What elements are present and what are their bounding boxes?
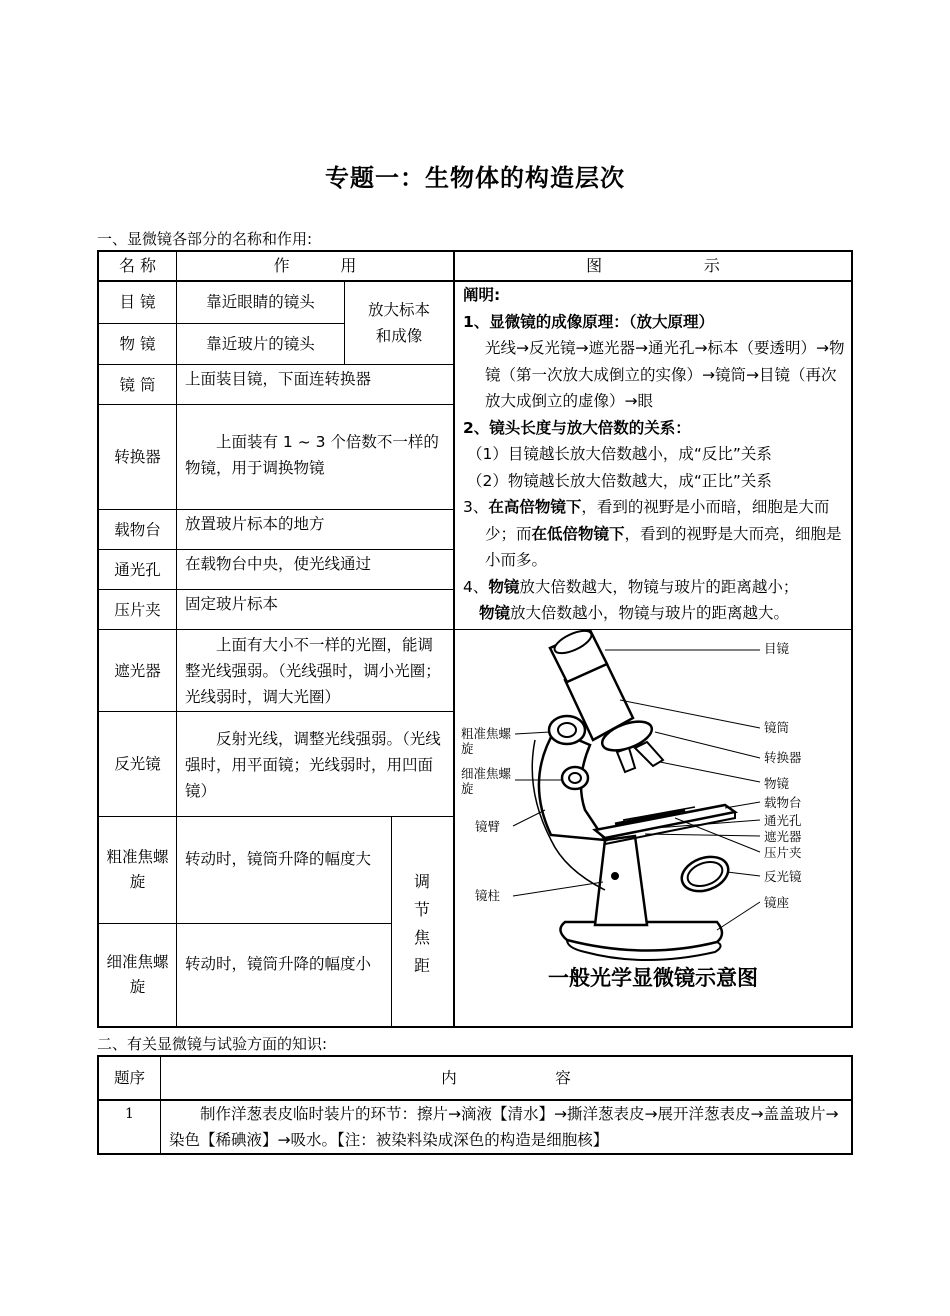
diagram-label-clip: 压片夹 xyxy=(764,845,802,860)
explanation-point-1-title: 1、显微镜的成像原理：（放大原理） xyxy=(463,312,715,331)
part-name: 载物台 xyxy=(114,520,161,539)
part-name: 粗准焦螺 旋 xyxy=(106,848,169,891)
part-function: 固定玻片标本 xyxy=(185,595,279,613)
part-name: 细准焦螺 旋 xyxy=(106,953,169,996)
header-name: 名 称 xyxy=(118,256,157,275)
part-function: 上面装有 1 ~ 3 个倍数不一样的物镜，用于调换物镜 xyxy=(185,433,439,477)
diagram-label-nosepiece: 转换器 xyxy=(764,750,802,765)
row-index: 1 xyxy=(125,1106,134,1122)
part-name: 镜 筒 xyxy=(119,375,156,394)
diagram-label-eyepiece: 目镜 xyxy=(764,641,790,656)
header-content: 内 容 xyxy=(441,1069,571,1087)
part-function: 转动时，镜筒升降的幅度小 xyxy=(185,955,372,973)
explanation-point-4 xyxy=(463,574,847,601)
part-name: 通光孔 xyxy=(114,560,161,579)
part-function: 上面有大小不一样的光圈，能调整光线强弱。（光线强时，调小光圈；光线弱时，调大光圈） xyxy=(185,636,441,706)
diagram-caption: 一般光学显微镜示意图 xyxy=(548,966,758,990)
diagram-label-stage: 载物台 xyxy=(764,795,802,810)
diagram-label-diaphragm: 遮光器 xyxy=(764,829,802,844)
diagram-label-mirror: 反光镜 xyxy=(764,869,802,884)
point-4-bold-a: 物镜 xyxy=(488,577,520,596)
part-name: 物 镜 xyxy=(119,335,156,353)
diagram-label-arm: 镜臂 xyxy=(475,819,501,834)
explanation-point-1-body: 光线→反光镜→遮光器→通光孔→标本（要透明）→物镜（第一次放大成倒立的实像）→镜筒→目镜（再次放大成倒立的虚像）→眼 xyxy=(485,339,845,410)
row-content: 制作洋葱表皮临时装片的环节：擦片→滴液【清水】→撕洋葱表皮→展开洋葱表皮→盖盖玻片→染色【稀碘液】→吸水。【注：被染料染成深色的构造是细胞核】 xyxy=(169,1105,839,1149)
explanation-point-3 xyxy=(463,494,847,574)
point-4-bold-b: 物镜 xyxy=(479,604,511,622)
microscope-parts-table xyxy=(97,250,853,1028)
part-name: 遮光器 xyxy=(114,661,161,680)
section-heading-2: 二、有关显微镜与试验方面的知识: xyxy=(97,1035,328,1053)
part-function: 在载物台中央，使光线通过 xyxy=(185,555,372,573)
part-function: 靠近玻片的镜头 xyxy=(206,335,315,353)
section-heading-1: 一、显微镜各部分的名称和作用: xyxy=(97,230,313,248)
diagram-label-coarse-knob: 粗准焦螺旋 xyxy=(461,726,512,756)
part-function: 上面装目镜，下面连转换器 xyxy=(185,370,372,388)
diagram-label-objective: 物镜 xyxy=(764,776,790,791)
explanation-block xyxy=(463,282,847,627)
header-diagram: 图 示 xyxy=(586,256,720,275)
experiment-knowledge-table xyxy=(97,1055,853,1155)
explanation-point-4b xyxy=(463,600,847,627)
part-name: 转换器 xyxy=(114,448,161,466)
explanation-point-2-title: 2、镜头长度与放大倍数的关系： xyxy=(463,418,691,437)
page-title: 专题一：生物体的构造层次 xyxy=(325,164,625,192)
point-4-number: 4、 xyxy=(463,577,489,596)
point-3-number: 3、 xyxy=(463,498,489,516)
diagram-label-tube: 镜筒 xyxy=(764,720,790,735)
point-3-text-b: ，看到的视野是大而亮，细胞是小而多。 xyxy=(485,524,842,569)
shared-function: 放大标本和成像 xyxy=(367,300,430,345)
explanation-heading: 阐明: xyxy=(463,286,501,304)
diagram-label-base: 镜座 xyxy=(764,895,790,910)
part-name: 反光镜 xyxy=(114,755,161,773)
header-function: 作 用 xyxy=(273,256,357,275)
explanation-point-2a: （1）目镜越长放大倍数越小，成“反比”关系 xyxy=(467,445,772,463)
point-4-text-a: 放大倍数越大，物镜与玻片的距离越小； xyxy=(519,577,799,596)
part-function: 靠近眼睛的镜头 xyxy=(206,293,315,311)
diagram-label-fine-knob: 细准焦螺旋 xyxy=(461,766,512,796)
point-3-bold-b: 在低倍物镜下 xyxy=(531,524,625,543)
focus-shared-label: 调节焦距 xyxy=(413,872,430,975)
header-index: 题序 xyxy=(113,1069,145,1087)
part-function: 放置玻片标本的地方 xyxy=(185,515,325,533)
part-function: 转动时，镜筒升降的幅度大 xyxy=(185,850,372,868)
point-3-bold-a: 在高倍物镜下 xyxy=(488,498,582,516)
explanation-point-2b: （2）物镜越长放大倍数越大，成“正比”关系 xyxy=(467,471,772,490)
point-4-text-b: 放大倍数越小，物镜与玻片的距离越大。 xyxy=(510,604,790,622)
part-name: 目 镜 xyxy=(119,293,156,311)
diagram-label-pillar: 镜柱 xyxy=(475,888,501,903)
diagram-label-aperture: 通光孔 xyxy=(764,813,802,828)
part-function: 反射光线，调整光线强弱。（光线强时，用平面镜；光线弱时，用凹面镜） xyxy=(185,730,441,800)
part-name: 压片夹 xyxy=(114,600,161,619)
point-3-text-a: ，看到的视野是小而暗，细胞是大而少；而 xyxy=(485,498,830,543)
